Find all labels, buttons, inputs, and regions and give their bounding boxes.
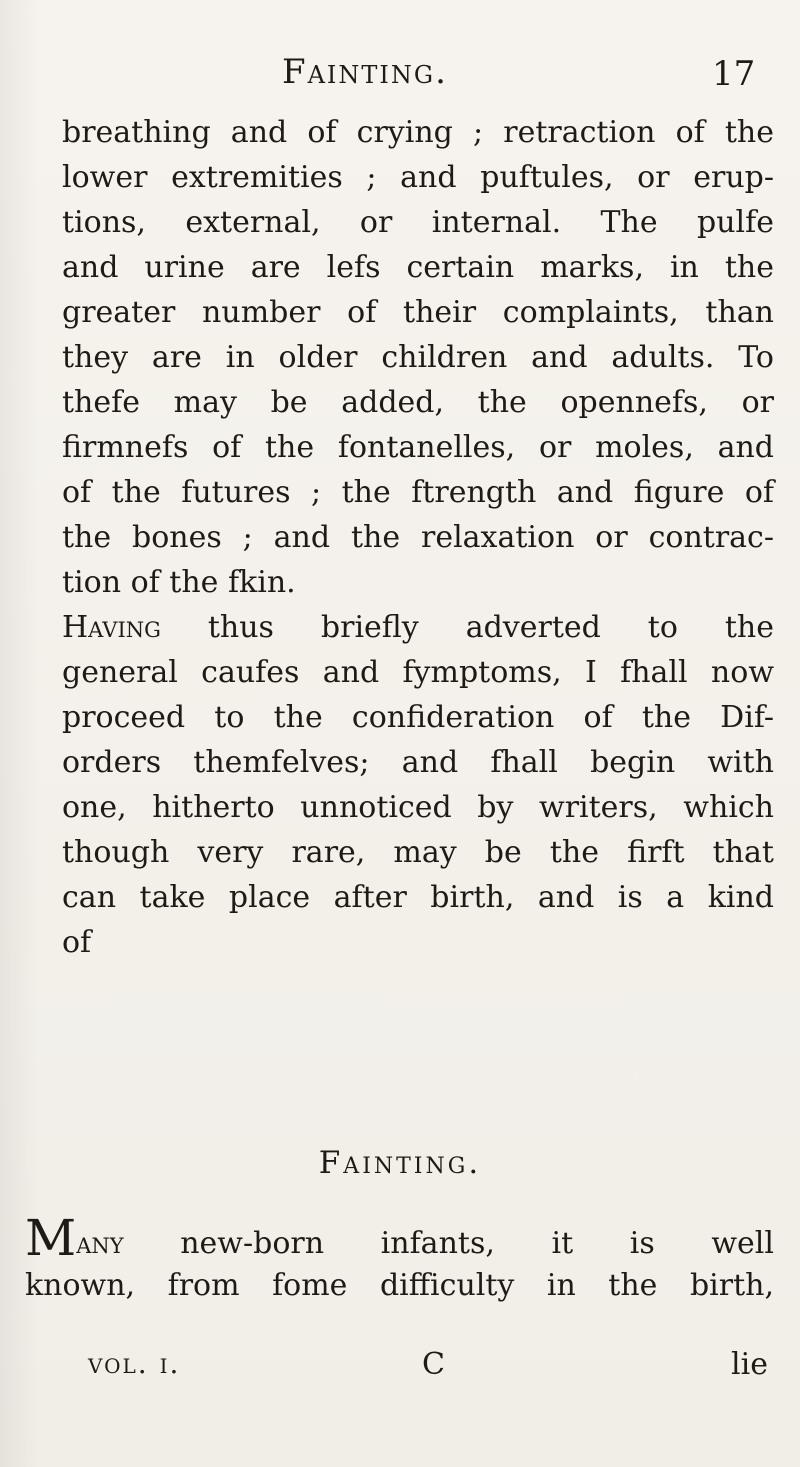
paragraph-first-line <box>62 605 774 650</box>
running-title: Fainting. <box>282 52 448 92</box>
running-head <box>0 52 800 92</box>
opening-lead-word: any <box>76 1226 124 1261</box>
text-line: though very rare, may be the firft that <box>62 835 774 870</box>
text-line: one, hitherto unnoticed by writers, which <box>62 790 774 825</box>
text-line: and urine are lefs certain marks, in the <box>62 250 774 285</box>
text-line: firmnefs of the fontanelles, or moles, and <box>62 430 774 465</box>
signature-mark: C <box>422 1347 445 1382</box>
paragraph-lead-word: Having <box>62 610 161 645</box>
text-line: can take place after birth, and is a kind <box>62 880 774 915</box>
paragraph-first-line-text: thus briefly adverted to the <box>207 610 774 645</box>
text-line: of <box>62 925 92 960</box>
drop-capital: M <box>25 1209 77 1267</box>
opening-paragraph <box>25 1209 774 1308</box>
text-line: orders themfelves; and fhall begin with <box>62 745 774 780</box>
text-line: tion of the fkin. <box>62 565 296 600</box>
text-line: of the futures ; the ftrength and figure of <box>62 475 774 510</box>
volume-signature: vol. i. <box>88 1347 181 1380</box>
text-line: proceed to the confideration of the Dif- <box>62 700 774 735</box>
text-line: the bones ; and the relaxation or contrac- <box>62 520 774 555</box>
section-heading: Fainting. <box>318 1145 482 1181</box>
text-line: thefe may be added, the opennefs, or <box>62 385 774 420</box>
page-number: 17 <box>712 54 756 94</box>
text-line: tions, external, or internal. The pulfe <box>62 205 774 240</box>
body-text <box>62 110 774 965</box>
text-line: lower extremities ; and puftules, or erup- <box>62 160 774 195</box>
opening-first-line <box>25 1209 774 1267</box>
opening-first-line-text: new-born infants, it is well <box>180 1226 774 1261</box>
text-line: general caufes and fymptoms, I fhall now <box>62 655 774 690</box>
text-line: breathing and of crying ; retraction of the <box>62 115 774 150</box>
text-line: known, from fome difficulty in the birth, <box>25 1268 774 1303</box>
catchword: lie <box>731 1347 768 1382</box>
page-footer <box>88 1347 768 1392</box>
text-line: they are in older children and adults. To <box>62 340 774 375</box>
text-line: greater number of their complaints, than <box>62 295 774 330</box>
